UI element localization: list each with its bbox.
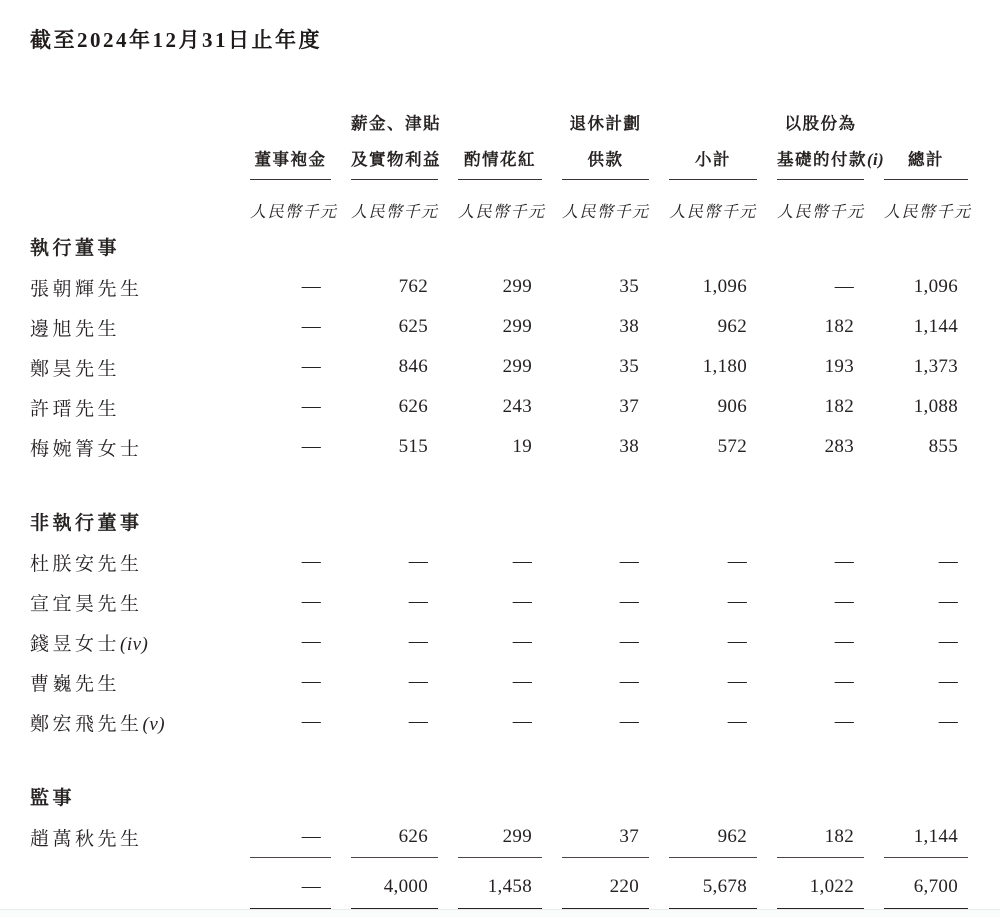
cell-value: 243 — [502, 396, 532, 417]
total-value: 5,678 — [702, 876, 747, 897]
director-name: 鄭昊先生 — [30, 358, 121, 380]
director-name: 許瑨先生 — [30, 398, 121, 420]
cell-value: 1,096 — [702, 276, 747, 297]
column-header: 基礎的付款(i) — [777, 146, 864, 180]
cell-value: — — [512, 671, 532, 692]
name-note: (iv) — [120, 633, 149, 655]
cell-value: 37 — [619, 396, 639, 417]
section-heading-row — [30, 225, 968, 267]
cell-value: — — [301, 591, 321, 612]
cell-value: 762 — [398, 276, 428, 297]
table-row — [30, 817, 968, 857]
cell-value: — — [727, 631, 747, 652]
cell-value: — — [619, 671, 639, 692]
cell-value: — — [834, 711, 854, 732]
cell-value: — — [512, 591, 532, 612]
cell-value: — — [301, 276, 321, 297]
cell-value: 38 — [619, 316, 639, 337]
cell-value: 37 — [619, 826, 639, 847]
director-name: 鄭宏飛先生 — [30, 713, 143, 735]
column-rule — [458, 857, 542, 858]
cell-value: 1,088 — [913, 396, 958, 417]
cell-value: 182 — [824, 826, 854, 847]
cell-value: — — [619, 591, 639, 612]
cell-value: 515 — [398, 436, 428, 457]
remuneration-table — [30, 108, 972, 917]
cell-value: 1,180 — [702, 356, 747, 377]
cell-value: — — [619, 711, 639, 732]
table-row — [30, 622, 968, 662]
column-header: 小計 — [669, 146, 757, 180]
unit-label: 人民幣千元 — [250, 204, 338, 221]
cell-value: 846 — [398, 356, 428, 377]
total-value: 4,000 — [383, 876, 428, 897]
cell-value: — — [512, 631, 532, 652]
cell-value: — — [301, 826, 321, 847]
cell-value: — — [938, 631, 958, 652]
name-note: (v) — [142, 713, 166, 735]
cell-value: 299 — [502, 316, 532, 337]
cell-value: 962 — [717, 826, 747, 847]
table-row — [30, 582, 968, 622]
cell-value: 1,144 — [913, 316, 958, 337]
cell-value: 625 — [398, 316, 428, 337]
cell-value: — — [512, 551, 532, 572]
director-name: 梅婉箐女士 — [30, 438, 143, 460]
cell-value: 626 — [398, 396, 428, 417]
director-name: 宣宜昊先生 — [30, 593, 143, 615]
total-value: 1,022 — [809, 876, 854, 897]
table-row — [30, 702, 968, 742]
cell-value: — — [619, 551, 639, 572]
table-row — [30, 387, 968, 427]
cell-value: — — [512, 711, 532, 732]
unit-label: 人民幣千元 — [884, 204, 972, 221]
cell-value: 906 — [717, 396, 747, 417]
header-group-row — [30, 108, 968, 134]
cell-value: — — [938, 671, 958, 692]
cell-value: — — [834, 591, 854, 612]
unit-label: 人民幣千元 — [669, 204, 757, 221]
column-header: 及實物利益 — [351, 146, 438, 180]
cell-value: 855 — [928, 436, 958, 457]
unit-label: 人民幣千元 — [777, 204, 865, 221]
cell-value: 299 — [502, 826, 532, 847]
total-row — [30, 867, 968, 907]
cell-value: — — [619, 631, 639, 652]
column-header: 總計 — [884, 146, 968, 180]
cell-value: 1,373 — [913, 356, 958, 377]
table-row — [30, 347, 968, 387]
subtotal-rule-row — [30, 857, 968, 867]
cell-value: — — [301, 711, 321, 732]
cell-value: 299 — [502, 276, 532, 297]
unit-label: 人民幣千元 — [562, 204, 650, 221]
section-heading: 非執行董事 — [30, 512, 143, 534]
unit-label: 人民幣千元 — [351, 204, 439, 221]
cell-value: 299 — [502, 356, 532, 377]
column-header: 酌情花紅 — [458, 146, 542, 180]
cell-value: 35 — [619, 356, 639, 377]
column-header: 供款 — [562, 146, 649, 180]
cell-value: — — [301, 671, 321, 692]
cell-value: — — [727, 591, 747, 612]
cell-value: — — [408, 671, 428, 692]
director-name: 錢昱女士 — [30, 633, 121, 655]
header-label-row — [30, 134, 968, 180]
column-group-label: 以股份為 — [784, 114, 857, 133]
total-value: 220 — [609, 876, 639, 897]
cell-value: 182 — [824, 396, 854, 417]
column-group-label: 薪金、津貼 — [351, 114, 441, 133]
page-bottom-edge — [0, 909, 1000, 917]
cell-value: 572 — [717, 436, 747, 457]
column-header: 董事袍金 — [250, 146, 331, 180]
column-rule — [669, 857, 757, 858]
column-group-label: 退休計劃 — [569, 114, 642, 133]
column-rule — [250, 857, 331, 858]
table-row — [30, 427, 968, 467]
cell-value: — — [301, 356, 321, 377]
cell-value: 193 — [824, 356, 854, 377]
cell-value: — — [727, 551, 747, 572]
director-name: 趙萬秋先生 — [30, 828, 143, 850]
cell-value: 626 — [398, 826, 428, 847]
column-rule — [884, 857, 968, 858]
cell-value: — — [301, 631, 321, 652]
cell-value: — — [301, 396, 321, 417]
cell-value: 38 — [619, 436, 639, 457]
cell-value: — — [938, 711, 958, 732]
column-rule — [777, 857, 864, 858]
director-name: 曹巍先生 — [30, 673, 121, 695]
cell-value: — — [301, 436, 321, 457]
cell-value: — — [727, 671, 747, 692]
cell-value: — — [301, 316, 321, 337]
unit-row — [30, 180, 968, 225]
cell-value: 962 — [717, 316, 747, 337]
cell-value: — — [408, 591, 428, 612]
section-heading: 執行董事 — [30, 237, 121, 259]
cell-value: 1,144 — [913, 826, 958, 847]
cell-value: — — [938, 551, 958, 572]
section-heading: 監事 — [30, 787, 76, 809]
cell-value: — — [301, 551, 321, 572]
cell-value: — — [834, 276, 854, 297]
cell-value: 283 — [824, 436, 854, 457]
cell-value: — — [834, 551, 854, 572]
cell-value: 182 — [824, 316, 854, 337]
cell-value: — — [408, 631, 428, 652]
cell-value: 19 — [512, 436, 532, 457]
cell-value: — — [938, 591, 958, 612]
column-rule — [562, 857, 649, 858]
cell-value: — — [834, 631, 854, 652]
total-value: — — [301, 876, 321, 897]
cell-value: 35 — [619, 276, 639, 297]
cell-value: 1,096 — [913, 276, 958, 297]
cell-value: — — [727, 711, 747, 732]
table-row — [30, 542, 968, 582]
cell-value: — — [408, 551, 428, 572]
column-rule — [351, 857, 438, 858]
table-row — [30, 307, 968, 347]
total-value: 6,700 — [913, 876, 958, 897]
director-name: 邊旭先生 — [30, 318, 121, 340]
total-value: 1,458 — [487, 876, 532, 897]
page-title: 截至2024年12月31日止年度 — [30, 28, 322, 52]
table-row — [30, 267, 968, 307]
cell-value: — — [834, 671, 854, 692]
director-name: 張朝輝先生 — [30, 278, 143, 300]
director-name: 杜朕安先生 — [30, 553, 143, 575]
section-heading-row — [30, 775, 968, 817]
unit-label: 人民幣千元 — [458, 204, 546, 221]
cell-value: — — [408, 711, 428, 732]
table-row — [30, 662, 968, 702]
section-heading-row — [30, 500, 968, 542]
